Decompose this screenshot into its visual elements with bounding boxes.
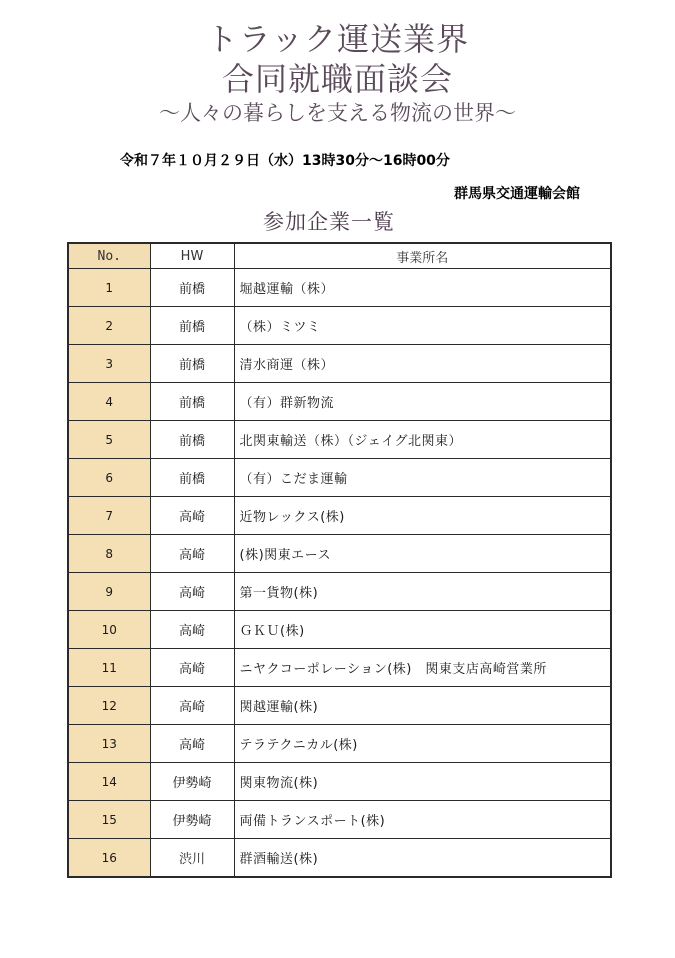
row-hw-cell: 伊勢崎 <box>150 801 234 839</box>
table-header-row <box>68 243 611 269</box>
table-row <box>68 383 611 421</box>
row-company-cell: 関越運輸(株) <box>234 687 611 725</box>
table-row <box>68 459 611 497</box>
row-hw-cell: 高崎 <box>150 649 234 687</box>
table-row <box>68 725 611 763</box>
row-company-cell: テラテクニカル(株) <box>234 725 611 763</box>
row-hw-cell: 前橋 <box>150 307 234 345</box>
row-company-cell: （株）ミツミ <box>234 307 611 345</box>
table-row <box>68 421 611 459</box>
table-row <box>68 535 611 573</box>
list-title: 参加企業一覧 <box>263 210 395 234</box>
row-number-cell: 11 <box>68 649 150 687</box>
table-row <box>68 763 611 801</box>
row-hw-cell: 伊勢崎 <box>150 763 234 801</box>
table-row <box>68 497 611 535</box>
page-subtitle: 〜人々の暮らしを支える物流の世界〜 <box>159 101 516 125</box>
row-hw-cell: 高崎 <box>150 611 234 649</box>
row-number-cell: 5 <box>68 421 150 459</box>
row-company-cell: ニヤクコーポレーション(株) 関東支店高崎営業所 <box>234 649 611 687</box>
row-number-cell: 10 <box>68 611 150 649</box>
row-number-cell: 12 <box>68 687 150 725</box>
row-company-cell: 北関東輸送（株）（ジェイグ北関東） <box>234 421 611 459</box>
row-number-cell: 8 <box>68 535 150 573</box>
row-number-cell: 4 <box>68 383 150 421</box>
row-hw-cell: 渋川 <box>150 839 234 878</box>
page-title: トラック運送業界 <box>205 20 470 58</box>
row-number-cell: 1 <box>68 269 150 307</box>
column-header-company: 事業所名 <box>234 243 611 269</box>
row-company-cell: （有）こだま運輸 <box>234 459 611 497</box>
row-company-cell: 群酒輸送(株) <box>234 839 611 878</box>
row-hw-cell: 高崎 <box>150 573 234 611</box>
row-company-cell: （有）群新物流 <box>234 383 611 421</box>
row-number-cell: 3 <box>68 345 150 383</box>
row-hw-cell: 前橋 <box>150 269 234 307</box>
row-number-cell: 2 <box>68 307 150 345</box>
row-company-cell: ＧＫＵ(株) <box>234 611 611 649</box>
table-row <box>68 611 611 649</box>
column-header-hw: HW <box>150 243 234 269</box>
table-row <box>68 345 611 383</box>
row-hw-cell: 高崎 <box>150 725 234 763</box>
table-row <box>68 307 611 345</box>
row-company-cell: 両備トランスポート(株) <box>234 801 611 839</box>
row-company-cell: 堀越運輸（株） <box>234 269 611 307</box>
row-hw-cell: 前橋 <box>150 421 234 459</box>
row-company-cell: (株)関東エース <box>234 535 611 573</box>
row-number-cell: 7 <box>68 497 150 535</box>
table-row <box>68 687 611 725</box>
row-hw-cell: 高崎 <box>150 687 234 725</box>
row-hw-cell: 前橋 <box>150 345 234 383</box>
page-title-line2: 合同就職面談会 <box>221 60 453 98</box>
row-company-cell: 近物レックス(株) <box>234 497 611 535</box>
table-row <box>68 801 611 839</box>
table-row <box>68 573 611 611</box>
row-number-cell: 9 <box>68 573 150 611</box>
row-hw-cell: 高崎 <box>150 535 234 573</box>
table-row <box>68 839 611 878</box>
column-header-no: No. <box>68 243 150 269</box>
row-company-cell: 第一貨物(株) <box>234 573 611 611</box>
row-number-cell: 13 <box>68 725 150 763</box>
row-number-cell: 15 <box>68 801 150 839</box>
table-row <box>68 649 611 687</box>
table-row <box>68 269 611 307</box>
row-number-cell: 16 <box>68 839 150 878</box>
companies-table <box>67 242 612 878</box>
row-number-cell: 6 <box>68 459 150 497</box>
event-datetime: 令和７年１０月２９日（水）13時30分〜16時00分 <box>120 153 450 169</box>
row-company-cell: 関東物流(株) <box>234 763 611 801</box>
event-venue: 群馬県交通運輸会館 <box>454 186 580 202</box>
row-hw-cell: 前橋 <box>150 459 234 497</box>
row-hw-cell: 高崎 <box>150 497 234 535</box>
row-company-cell: 清水商運（株） <box>234 345 611 383</box>
row-hw-cell: 前橋 <box>150 383 234 421</box>
row-number-cell: 14 <box>68 763 150 801</box>
